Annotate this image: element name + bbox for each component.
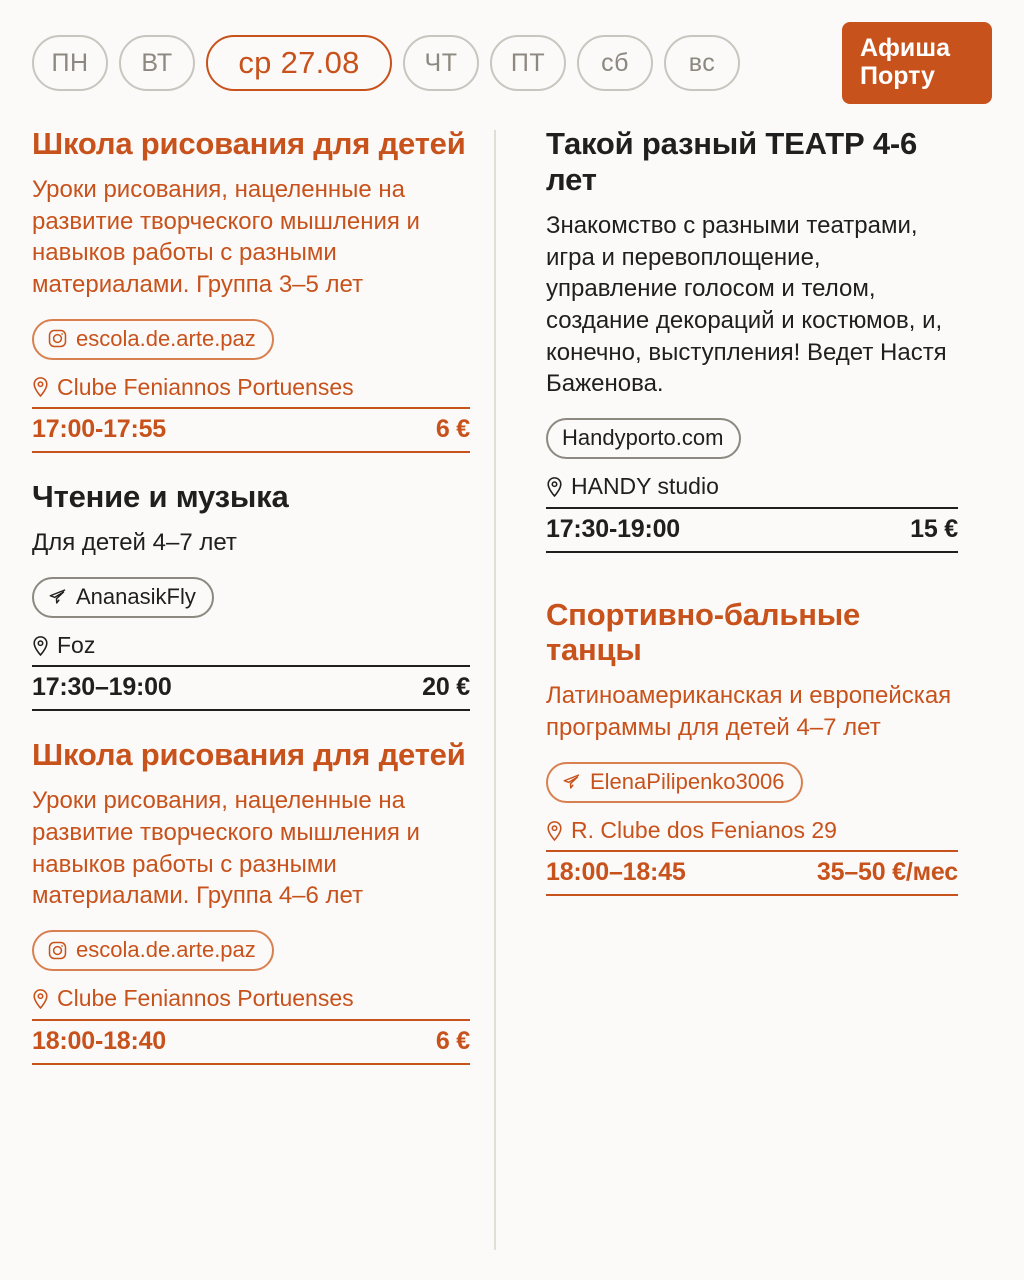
day-pill-tue[interactable]: ВТ	[119, 35, 195, 91]
event-price: 6 €	[435, 415, 470, 444]
location-pin-icon	[32, 635, 49, 657]
event-place	[32, 632, 470, 660]
event-contact-label: Handyporto.com	[562, 424, 724, 450]
event-place-label: Clube Feniannos Portuenses	[57, 985, 354, 1012]
event-place	[32, 985, 470, 1013]
event-title: Такой разный ТЕАТР 4-6 лет	[546, 126, 918, 197]
event-description: Латиноамериканская и европейская программы для детей 4–7 лет	[546, 682, 952, 742]
event-time-price-row	[32, 1019, 470, 1065]
event-title: Чтение и музыка	[32, 479, 289, 515]
event-card[interactable]	[32, 737, 470, 1064]
event-place-label: R. Clube dos Fenianos 29	[571, 816, 837, 843]
event-time: 17:00-17:55	[32, 415, 167, 444]
event-contact-label: escola.de.arte.paz	[76, 325, 256, 351]
event-description: Знакомство с разными театрами, игра и перевоплощение, управление голосом и телом, создание декораций и костюмов, и, конечно, выступления! Ведет Настя Баженова.	[546, 211, 947, 398]
event-contact-tag[interactable]	[32, 577, 214, 618]
day-pill-sun[interactable]: вс	[664, 35, 740, 91]
day-pill-mon[interactable]: ПН	[32, 35, 108, 91]
event-description: Уроки рисования, нацеленные на развитие творческого мышления и навыков работы с разными материалами. Группа 4–6 лет	[32, 787, 420, 910]
event-place-label: Foz	[57, 631, 96, 658]
instagram-icon	[48, 941, 67, 960]
left-column	[32, 126, 494, 1250]
telegram-icon	[48, 587, 67, 606]
day-pill-fri[interactable]: ПТ	[490, 35, 566, 91]
event-title: Школа рисования для детей	[32, 737, 466, 773]
instagram-icon	[48, 329, 67, 348]
event-time: 17:30–19:00	[32, 673, 172, 702]
right-column	[496, 126, 958, 1250]
event-time-price-row	[546, 850, 958, 896]
event-card[interactable]	[32, 479, 470, 711]
event-place	[546, 473, 958, 501]
event-contact-tag[interactable]	[32, 930, 274, 971]
event-description: Для детей 4–7 лет	[32, 529, 237, 557]
event-price: 20 €	[422, 673, 470, 702]
event-contact-label: escola.de.arte.paz	[76, 937, 256, 963]
event-place	[546, 817, 958, 845]
event-place-label: Clube Feniannos Portuenses	[57, 373, 354, 400]
event-time-price-row	[32, 665, 470, 711]
day-pill-wed-selected[interactable]: ср 27.08	[206, 35, 392, 91]
events-columns	[32, 126, 992, 1250]
event-contact-label: AnanasikFly	[76, 583, 196, 609]
day-pill-thu[interactable]: ЧТ	[403, 35, 479, 91]
event-card[interactable]	[546, 126, 958, 553]
event-time-price-row	[546, 507, 958, 553]
event-card[interactable]	[32, 126, 470, 453]
event-card[interactable]	[546, 597, 958, 897]
location-pin-icon	[546, 820, 563, 842]
event-time-price-row	[32, 407, 470, 453]
header	[32, 0, 992, 118]
event-description: Уроки рисования, нацеленные на развитие творческого мышления и навыков работы с разными материалами. Группа 3–5 лет	[32, 175, 420, 298]
event-price: 15 €	[910, 514, 958, 543]
event-contact-tag[interactable]	[546, 418, 741, 459]
event-time: 18:00-18:40	[32, 1026, 167, 1055]
event-price: 6 €	[435, 1026, 470, 1055]
event-time: 18:00–18:45	[546, 858, 686, 887]
brand-logo	[842, 22, 992, 104]
location-pin-icon	[32, 376, 49, 398]
brand-line-1: Афиша	[860, 34, 951, 62]
event-title: Школа рисования для детей	[32, 126, 466, 161]
event-time: 17:30-19:00	[546, 514, 681, 543]
event-place	[32, 374, 470, 402]
brand-line-2: Порту	[860, 62, 935, 90]
location-pin-icon	[546, 476, 563, 498]
day-pill-sat[interactable]: сб	[577, 35, 653, 91]
day-selector[interactable]	[32, 35, 830, 91]
event-contact-tag[interactable]	[546, 762, 803, 803]
event-place-label: HANDY studio	[571, 472, 719, 499]
telegram-icon	[562, 772, 581, 791]
event-contact-label: ElenaPilipenko3006	[590, 768, 785, 794]
event-title: Спортивно-бальные танцы	[546, 596, 861, 668]
event-price: 35–50 €/мес	[816, 858, 958, 887]
event-contact-tag[interactable]	[32, 319, 274, 360]
location-pin-icon	[32, 988, 49, 1010]
